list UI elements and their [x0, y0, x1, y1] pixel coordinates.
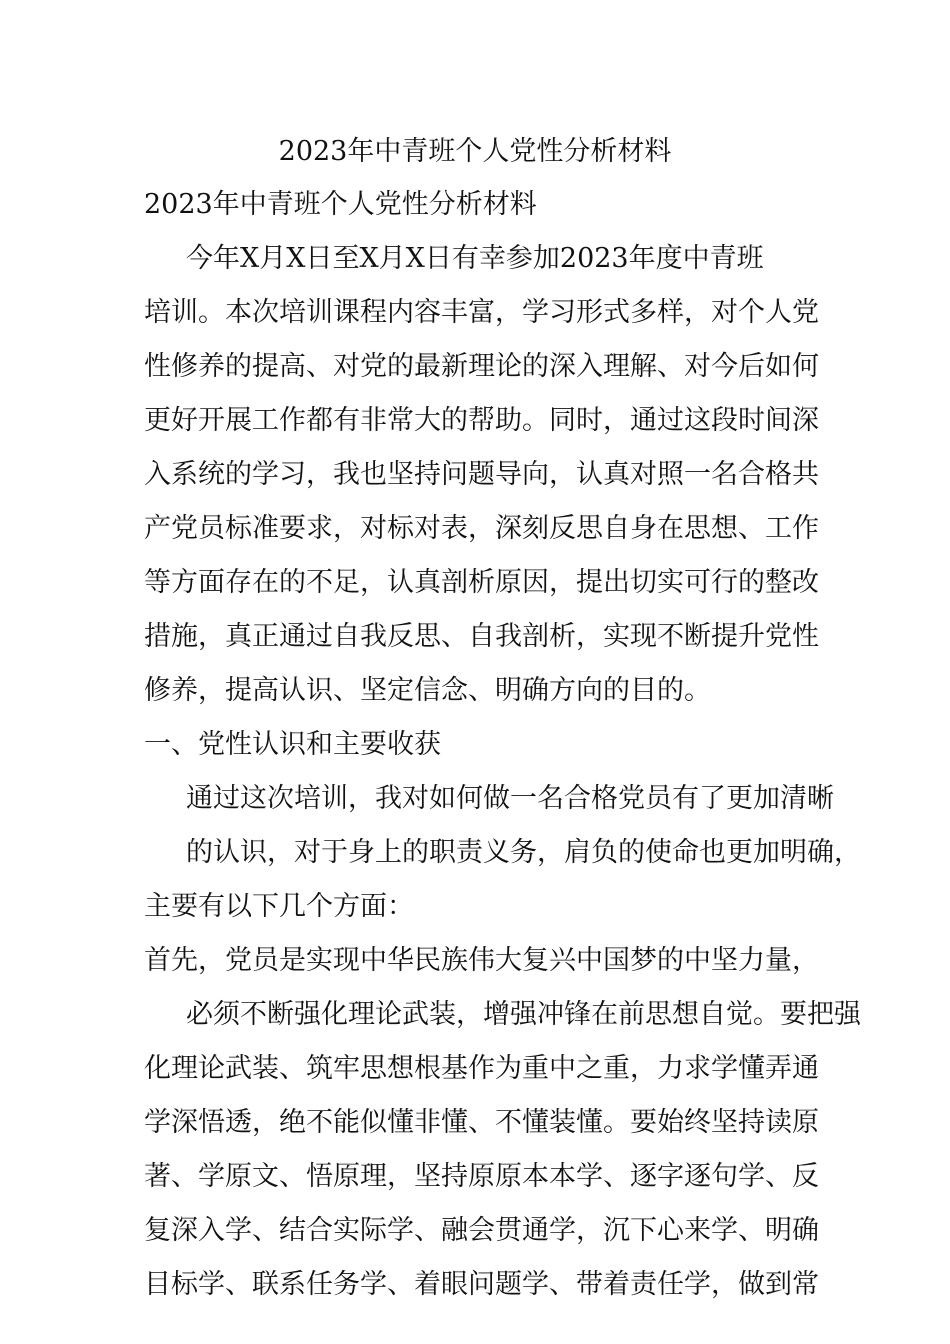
- paragraph-line: 等方面存在的不足，认真剖析原因，提出切实可行的整改: [144, 567, 819, 598]
- document-title: 2023年中青班个人党性分析材料: [278, 136, 672, 167]
- paragraph-line: 学深悟透，绝不能似懂非懂、不懂装懂。要始终坚持读原: [144, 1107, 819, 1138]
- paragraph-line: 复深入学、结合实际学、融会贯通学，沉下心来学、明确: [144, 1215, 819, 1246]
- paragraph-line: 必须不断强化理论武装，增强冲锋在前思想自觉。要把强: [186, 999, 861, 1030]
- paragraph-line: 修养，提高认识、坚定信念、明确方向的目的。: [144, 675, 711, 706]
- paragraph-line: 性修养的提高、对党的最新理论的深入理解、对今后如何: [144, 351, 819, 382]
- paragraph-line: 目标学、联系任务学、着眼问题学、带着责任学，做到常: [144, 1269, 819, 1300]
- section-heading: 通过这次培训，我对如何做一名合格党员有了更加清晰: [186, 783, 834, 814]
- paragraph-line: 入系统的学习，我也坚持问题导向，认真对照一名合格共: [144, 459, 819, 490]
- paragraph-line: 首先，党员是实现中华民族伟大复兴中国梦的中坚力量，: [144, 945, 819, 976]
- paragraph-line: 主要有以下几个方面：: [144, 891, 414, 922]
- paragraph-line: 产党员标准要求，对标对表，深刻反思自身在思想、工作: [144, 513, 819, 544]
- paragraph-line: 今年X月X日至X月X日有幸参加2023年度中青班: [186, 243, 764, 274]
- paragraph-line: 化理论武装、筑牢思想根基作为重中之重，力求学懂弄通: [144, 1053, 819, 1084]
- subtitle-line: 2023年中青班个人党性分析材料: [144, 189, 537, 220]
- paragraph-line: 措施，真正通过自我反思、自我剖析，实现不断提升党性: [144, 621, 819, 652]
- paragraph-line: 的认识，对于身上的职责义务，肩负的使命也更加明确，: [186, 837, 861, 868]
- paragraph-line: 著、学原文、悟原理，坚持原原本本学、逐字逐句学、反: [144, 1161, 819, 1192]
- paragraph-line: 一、党性认识和主要收获: [144, 729, 441, 760]
- document-body: [144, 178, 861, 1312]
- paragraph-line: 更好开展工作都有非常大的帮助。同时，通过这段时间深: [144, 405, 819, 436]
- paragraph-line: 培训。本次培训课程内容丰富，学习形式多样，对个人党: [144, 297, 819, 328]
